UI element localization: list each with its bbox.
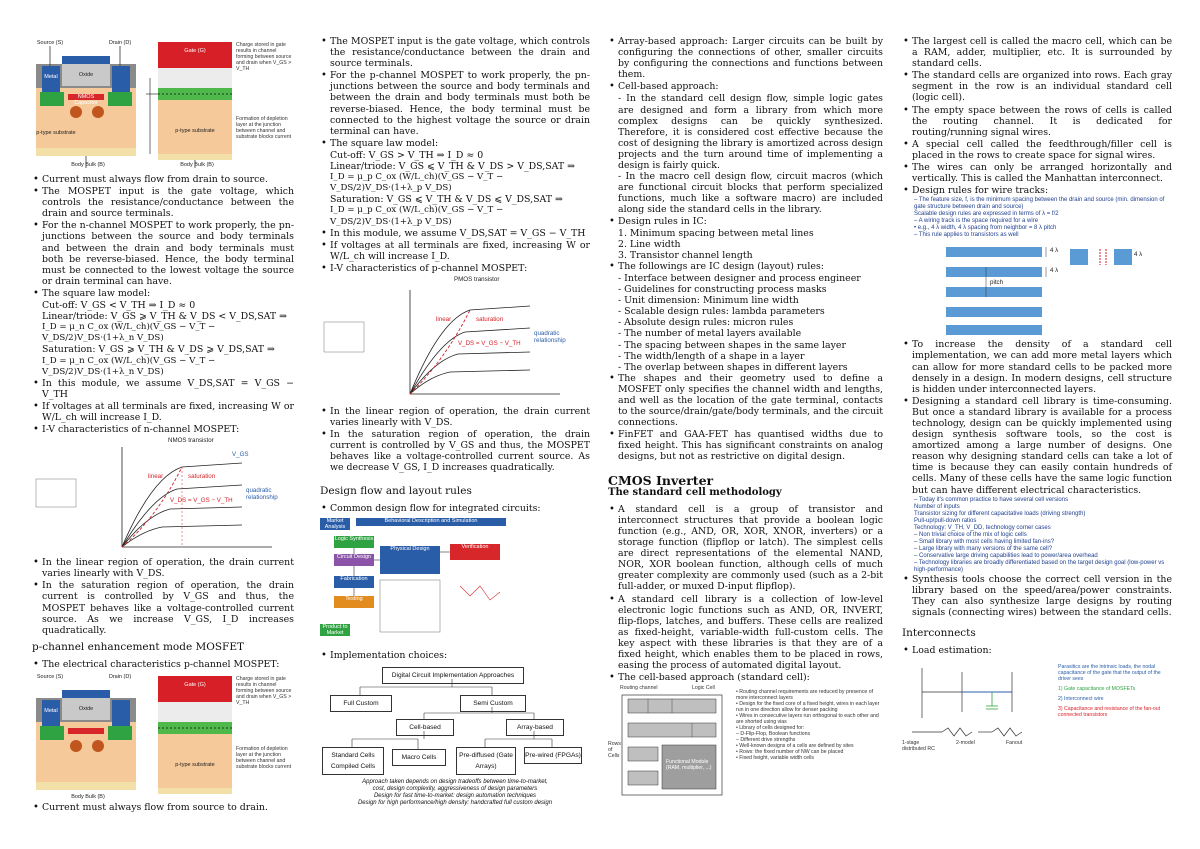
wire-rule-line: • e.g., 4 λ width, 4 λ spacing from neighbor = 8 λ pitch [914, 225, 1057, 232]
list-item: • If voltages at all terminals are fixed, increasing W or W/L_ch will increase I_D. [330, 240, 590, 262]
list-item: • The standard cells are organized into rows. Each gray segment in the row is an individual standard cell (logic cell). [912, 70, 1172, 103]
list-item: • Cell-based approach: [618, 81, 883, 92]
list-item: • Implementation choices: [330, 650, 590, 661]
caption-line: Design for fast time-to-market: design automation techniques [373, 792, 537, 799]
list-item: • Common design flow for integrated circuits: [330, 503, 590, 514]
body-label: Body Bulk (B) [71, 162, 105, 168]
source-label: Source (S) [36, 40, 64, 46]
equation-line: Saturation: V_GS ⩾ V_TH & V_DS ⩾ V_DS,SAT ⇒ [42, 344, 275, 356]
list-item: • I-V characteristics of p-channel MOSPET: [330, 263, 590, 274]
cell-rows-svg [608, 685, 732, 801]
caption-line: cost, design complexity, aggressiveness of design parameters [372, 785, 538, 792]
gate-charge-note: Charge stored in gate results in channel forming between source and drain when V_GS > V_TH [236, 42, 292, 72]
list-item: • The MOSPET input is the gate voltage, which controls the resistance/conductance between the drain and source terminals. [42, 186, 294, 219]
track-space-label: 4 λ [1050, 267, 1059, 275]
flow-arrows-svg [320, 516, 590, 648]
column-3 [608, 36, 883, 803]
lib-note-line: Pull-up/pull-down ratios [914, 517, 977, 524]
list-item: • In the linear region of operation, the drain current varies linearly with V_DS. [42, 557, 294, 579]
paragraph: - In the standard cell design flow, simple logic gates are designed and form a library from which more complex designs can be quickly synthesized. Therefore, it is considered cost effective because the cost of designing the library is amortized across design projects and the turn around time of implementing a design is fairly quick. [618, 93, 883, 172]
note-line: • Design for the fixed core of a fixed height, wires in each layer run in one direction allow for denser packing [736, 701, 880, 714]
rule-item: 1. Minimum spacing between metal lines [618, 227, 814, 239]
lib-note-line: Technology: V_TH, V_DD, technology corner cases [914, 524, 1051, 531]
quadratic-label: quadratic relationship [246, 487, 278, 502]
wire-rule-line: Scalable design rules are expressed in terms of λ = f/2 [914, 211, 1059, 218]
load-notes [1058, 664, 1170, 718]
list-item: • Design rules in IC: [618, 216, 883, 227]
lib-note-line: – Technology libraries are broadly differentiated based on the target design goal (low-power vs high-performance) [914, 559, 1165, 573]
implementation-tree [320, 663, 590, 787]
col2-bullets-4 [320, 503, 590, 514]
equation-line: I_D = μ_n C_ox (W/L_ch)(V_GS − V_T − V_DS/2)V_DS·(1+λ_n V_DS) [42, 322, 216, 344]
metal-label: Metal [44, 74, 58, 80]
routing-channel-label: Routing channel [620, 685, 658, 692]
list-item: • The square law model: [330, 138, 590, 149]
list-item: • FinFET and GAA-FET has quantised widths due to fixed height. This has significant constraints on analog designs, but not as restrictive on digital design. [618, 429, 883, 462]
interconnects-heading: Interconnects [902, 627, 976, 639]
pmos-iv-figure [320, 276, 590, 404]
list-item: • In this module, we assume V_DS,SAT = V_GS − V_TH [42, 378, 294, 400]
nmos-iv-figure [32, 437, 294, 555]
list-item: • The shapes and their geometry used to define a MOSFET only specifies the channel width and lengths, and well as the location of the gate terminal, contacts to the source/drain/gate/body terminals, and the circuit connections. [618, 373, 883, 428]
flow-box: Physical Design [380, 546, 440, 574]
track-right-label: 4 λ [1134, 251, 1143, 259]
rule-item: - The number of metal layers available [618, 328, 802, 340]
iv-title: NMOS transistor [168, 437, 214, 445]
col1-bullets-2 [32, 378, 294, 435]
equation-line: Saturation: V_GS ⩽ V_TH & V_DS ⩽ V_DS,SAT ⇒ [330, 194, 563, 206]
source-label: Source (S) [36, 674, 64, 680]
col4-bullets-3 [902, 574, 1172, 618]
col3-bullets-3 [608, 261, 883, 272]
load-note-line: 2) Interconnect wire [1058, 696, 1104, 703]
list-item: • The largest cell is called the macro cell, which can be a RAM, adder, multiplier, etc. It is surrounded by standard cells. [912, 36, 1172, 69]
rule-item: - The overlap between shapes in different layers [618, 361, 848, 373]
track-width-label: 4 λ [1050, 247, 1059, 255]
psub-label: p-type substrate [36, 130, 76, 136]
impl-full: Full Custom [330, 695, 392, 712]
column-1 [32, 36, 294, 814]
pmos-square-law-equations [320, 150, 590, 228]
note-line: • Well-known designs of a cells are defined by sites [736, 743, 854, 750]
drain-label: Drain (D) [108, 674, 132, 680]
rule-item: 3. Transistor channel length [618, 249, 753, 261]
col1-bullets-3 [32, 557, 294, 636]
pitch-label: pitch [990, 279, 1004, 287]
col1-bullets-4 [32, 659, 294, 670]
wire-rule-line: – A wiring track is the space required for a wire [914, 218, 1039, 225]
list-item: • The wires can only be arranged horizontally and vertically. This is called the Manhattan interconnect. [912, 162, 1172, 184]
col3-bullets-2 [608, 216, 883, 227]
col2-bullets-1 [320, 36, 590, 149]
note-line: • Library of cells designed for: [736, 725, 805, 732]
note-line: – D-Flip-Flop, Boolean functions [736, 731, 811, 738]
caption-line: Approach taken depends on design tradeoffs between time-to-market, [362, 778, 548, 785]
flow-box: Verification [450, 544, 500, 560]
note-line: • Rows: the fixed number of NW can be placed [736, 749, 844, 756]
rule-item: - Scalable design rules: lambda parameters [618, 306, 825, 318]
layout-rules-list [608, 273, 883, 373]
col3-bullets-1 [608, 36, 883, 92]
wire-rule-line: – This rule applies to transistors as well [914, 232, 1019, 239]
rule-item: 2. Line width [618, 238, 681, 250]
equation-line: Linear/triode: V_GS ⩾ V_TH & V_DS < V_DS,SAT ⇒ [42, 311, 288, 323]
note-line: • Fixed height, variable width cells [736, 755, 814, 762]
list-item: • The cell-based approach (standard cell): [618, 672, 883, 683]
caption-line: Design for high performance/high density: handcrafted full custom design [357, 799, 553, 806]
wire-track-figure [902, 241, 1172, 337]
design-rules-list [608, 228, 883, 261]
distributed-rc-label: distributed RC [902, 746, 935, 753]
list-item: • Current must always flow from drain to source. [42, 174, 294, 185]
equation-line: Cut-off: V_GS > V_TH ⇒ I_D ≈ 0 [330, 149, 484, 161]
list-item: • Synthesis tools choose the correct cell version in the library based on the speed/area/power constraints. They can also synthesize large designs by routing signals (connecting wires) between the standard cells. [912, 574, 1172, 618]
col1-bullets-5 [32, 802, 294, 813]
equation-line: Cut-off: V_GS < V_TH ⇒ I_D ≈ 0 [42, 300, 196, 312]
flow-box: Fabrication [334, 576, 374, 588]
list-item: • In this module, we assume V_DS,SAT = V_GS − V_TH [330, 228, 590, 239]
list-item: • To increase the density of a standard cell implementation, we can add more metal layers which can allow for more standard cells to be packed more densely in a design. In modern designs, cell structure is hidden under interconnected layers. [912, 339, 1172, 394]
rule-item: - Absolute design rules: micron rules [618, 317, 794, 329]
one-stage-label: 1-stage [902, 740, 920, 747]
load-note-line: 1) Gate capacitance of MOSFETs [1058, 686, 1136, 693]
col2-bullets-5 [320, 650, 590, 661]
note-line: • Routing channel requirements are reduced by presence of more interconnect layers [736, 689, 874, 702]
list-item: • Designing a standard cell library is time-consuming. But once a standard library is available for a process technology, design can be quickly implemented using design synthesis software tools, so the cost is amortized among a large number of designs. One reason why designing standard cells can take a lot of time is because they can easily contain hundreds of cells. Many of these cells have the same logic function but can have different electrical characteristics. [912, 396, 1172, 496]
col2-bullets-2 [320, 228, 590, 274]
oxide-label: Oxide [78, 72, 94, 78]
logic-cell-label: Logic Cell [692, 685, 715, 692]
equation-line: I_D = μ_p C_ox (W/L_ch)(V_GS − V_T − V_DS/2)V_DS·(1+λ_p V_DS) [330, 172, 504, 194]
depletion-note: Formation of depletion layer at the junction between channel and substrate blocks current [236, 116, 292, 140]
functional-module-label: Functional Module (RAM, multiplier, ...) [666, 759, 712, 772]
list-item: • For the n-channel MOSPET to work properly, the pn-junctions between the source and body terminals and between the drain and body terminals must both be reverse-biased. Hence, the body terminal must be connected to the lowest voltage the source or drain terminal can have. [42, 220, 294, 287]
quadratic-label: quadratic relationship [534, 329, 566, 345]
gate-label: Gate (G) [184, 682, 206, 688]
vgs-label: V_GS [232, 451, 249, 459]
linear-label: linear [148, 473, 164, 481]
flow-box: Behavioral Description and Simulation [356, 518, 506, 526]
impl-links-svg [320, 663, 590, 787]
col3-bullets-4 [608, 373, 883, 463]
rule-item: - The width/length of a shape in a layer [618, 350, 805, 362]
drain-label: Drain (D) [108, 40, 132, 46]
std-cell-heading: The standard cell methodology [608, 486, 782, 498]
rule-item: - The spacing between shapes in the same layer [618, 339, 846, 351]
list-item: • For the p-channel MOSPET to work properly, the pn-junctions between the source and body terminals and between the drain and body terminals must both be reverse-biased. Hence, the body terminal must be connected to the highest voltage the source or drain terminal can have. [330, 70, 590, 137]
flow-box: Market Analysis [320, 518, 350, 530]
body2-label: Body Bulk (B) [180, 162, 214, 168]
load-note-line: Parasitics are the intrinsic loads, the nodal capacitance of the gate that the output of the driver sees [1058, 664, 1161, 683]
lib-note-line: Transistor sizing for different capacitative loads (driving strength) [914, 510, 1086, 517]
saturation-label: saturation [188, 473, 216, 481]
two-model-label: 2-model [956, 740, 975, 747]
design-flow-heading: Design flow and layout rules [320, 484, 472, 497]
gate-label: Gate (G) [184, 48, 206, 54]
list-item: • The square law model: [42, 288, 294, 299]
flow-box: Testing [334, 596, 374, 608]
rule-item: - Unit dimension: Minimum line width [618, 295, 799, 307]
list-item: • A special cell called the feedthrough/filler cell is placed in the rows to create space for signal wires. [912, 139, 1172, 161]
psub2-label: p-type substrate [175, 128, 215, 134]
impl-macro: Macro Cells [392, 749, 446, 766]
list-item: • The MOSPET input is the gate voltage, which controls the resistance/conductance between the drain and source terminals. [330, 36, 590, 69]
column-4 [902, 36, 1172, 752]
load-note-line: 3) Capacitance and resistance of the fan-out connected transistors [1058, 706, 1161, 719]
lib-note-line: – Small library with most cells having limited fan-ins? [914, 538, 1055, 545]
impl-std: Standard Cells Compiled Cells [322, 747, 384, 775]
list-item: • The followings are IC design (layout) rules: [618, 261, 883, 272]
lib-note-line: – Large library with many versions of the same cell? [914, 545, 1053, 552]
equation-line: I_D = μ_p C_ox (W/L_ch)(V_GS − V_T − V_DS/2)V_DS·(1+λ_p V_DS) [330, 205, 504, 227]
note-line: – Different drive strengths [736, 737, 796, 744]
impl-root: Digital Circuit Implementation Approaches [382, 667, 524, 684]
list-item: • I-V characteristics of n-channel MOSPET: [42, 424, 294, 435]
paragraph: - In the macro cell design flow, circuit macros (which are functional circuit blocks that perform specialized functions, much like a software macro) are included along side the standard cells in the library. [618, 171, 883, 216]
list-item: • The empty space between the rows of cells is called the routing channel. It is dedicated for routing/running signal wires. [912, 105, 1172, 138]
nmos-square-law-equations [32, 300, 294, 378]
impl-cell: Cell-based [396, 719, 454, 736]
list-item: • A standard cell library is a collection of low-level electronic logic functions such as AND, OR, INVERT, flip-flops, latches, and buffers. These cells are realized as fixed-height, variable-width full-custom cells. The key aspect with these libraries is that they are of a fixed height, which enables them to be placed in rows, easing the process of automated digital layout. [618, 594, 883, 672]
iv-title: PMOS transistor [454, 275, 500, 283]
pmos-cross-section-figure [32, 672, 294, 800]
oxide-label: Oxide [78, 706, 94, 712]
flow-box: Product to Market [320, 624, 350, 636]
linear-label: linear [436, 315, 452, 323]
vds-sat-label: V_DS = V_GS − V_TH [170, 497, 233, 505]
list-item: • The electrical characteristics p-channel MOSPET: [42, 659, 294, 670]
cell-based-paragraphs [608, 93, 883, 215]
body-label: Body Bulk (B) [71, 794, 105, 800]
list-item: • A standard cell is a group of transistor and interconnect structures that provide a boolean logic function (e.g., AND, OR, XOR, XNOR, inverters) or a storage function (flipflop or latch). The simplest cells are direct representations of the elemental NAND, NOR, XOR boolean function, although cells of much greater complexity are commonly used (such as a 2-bit full-adder, or muxed D-input flipflop). [618, 504, 883, 593]
list-item: • Load estimation: [912, 645, 1172, 656]
vds-sat-label: V_DS = V_GS − V_TH [458, 339, 521, 347]
lib-note-line: – Today it's common practice to have several cell versions [914, 496, 1069, 503]
cmos-heading: CMOS Inverter [608, 472, 714, 488]
lib-note-line: Number of inputs [914, 503, 960, 510]
wire-rules [902, 197, 1172, 239]
rule-item: - Guidelines for constructing process masks [618, 284, 827, 296]
col1-bullets-1 [32, 174, 294, 299]
list-item: • In the linear region of operation, the drain current varies linearly with V_DS. [330, 406, 590, 428]
list-item: • Current must always flow from source to drain. [42, 802, 294, 813]
list-item: • In the saturation region of operation, the drain current is controlled by V_GS and thus, the MOSPET behaves like a voltage-controlled current source. As we decrease V_GS, I_D increases quadratically. [330, 429, 590, 473]
list-item: • Design rules for wire tracks: [912, 185, 1172, 196]
note-line: • Wires in consecutive layers run orthogonal to each other and are shorted using vias [736, 713, 879, 726]
col4-bullets-2 [902, 339, 1172, 495]
impl-semi: Semi Custom [460, 695, 526, 712]
cell-figure-notes [736, 689, 882, 761]
list-item: • In the saturation region of operation, the drain current is controlled by V_GS and thus, the MOSPET behaves like a voltage-controlled current source. As we increase V_GS, I_D increases quadratically. [42, 580, 294, 635]
list-item: • If voltages at all terminals are fixed, increasing W or W/L_ch will increase I_D. [42, 401, 294, 423]
col4-bullets-1 [902, 36, 1172, 196]
equation-line: Linear/triode: V_GS ⩽ V_TH & V_DS > V_DS,SAT ⇒ [330, 161, 576, 173]
impl-prediffused: Pre-diffused (Gate Arrays) [456, 747, 516, 775]
lib-note-line: – Conservative large driving capabilities lead to power/area overhead [914, 552, 1098, 559]
pmos-heading: p-channel enhancement mode MOSFET [32, 640, 245, 653]
load-circuit-svg [902, 658, 1052, 753]
saturation-label: saturation [476, 315, 504, 323]
nmos-capacitor-label: NMOS Capacitor [74, 94, 98, 106]
psub-label: p-type substrate [175, 762, 215, 768]
wire-track-svg [902, 241, 1172, 337]
metal-label: Metal [44, 708, 58, 714]
list-item: • Array-based approach: Larger circuits can be built by configuring the connections of other, smaller circuits by configuring the connections and functions between them. [618, 36, 883, 80]
gate-charge-note: Charge stored in gate results in channel forming between source and drain when V_GS > V_TH [236, 676, 292, 706]
equation-line: I_D = μ_n C_ox (W/L_ch)(V_GS − V_T − V_DS/2)V_DS·(1+λ_n V_DS) [42, 355, 216, 377]
library-notes [902, 497, 1172, 574]
wire-rule-line: – The feature size, f, is the minimum spacing between the drain and source (min. dimension of gate structure between drain and source) [914, 197, 1165, 211]
col3-bullets-5 [608, 504, 883, 684]
column-2 [320, 36, 590, 807]
rows-label: Rows of Cells [608, 741, 621, 760]
impl-prewired: Pre-wired (FPGAs) [524, 747, 582, 764]
col4-bullets-4 [902, 645, 1172, 656]
flow-box: Circuit Design [334, 554, 374, 566]
fanout-label: Fanout [1006, 740, 1023, 747]
nmos-cross-section-figure [32, 38, 294, 172]
lib-note-line: – Non trivial choice of the mix of logic cells [914, 531, 1027, 538]
col2-bullets-3 [320, 406, 590, 474]
flow-box: Logic Synthesis [334, 536, 374, 548]
load-estimation-figure [902, 658, 1172, 753]
impl-array: Array-based [506, 719, 564, 736]
standard-cell-figure [608, 685, 883, 801]
depletion-note: Formation of depletion layer at the junction between channel and substrate blocks current [236, 746, 292, 770]
rule-item: - Interface between designer and process engineer [618, 272, 861, 284]
design-flow-figure [320, 516, 590, 648]
